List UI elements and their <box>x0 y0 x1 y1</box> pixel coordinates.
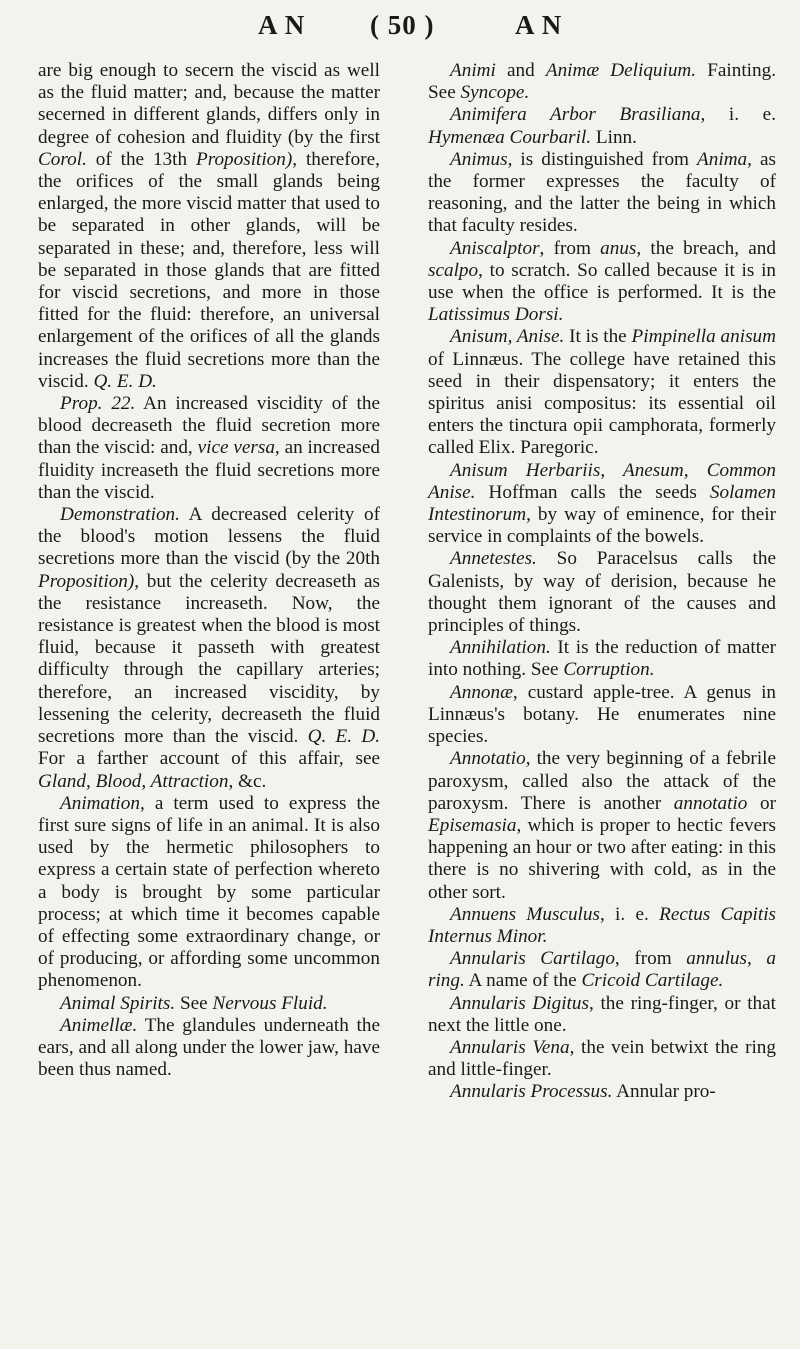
text-run: of Linnæus. The college have retained this seed in their dispensatory; it enters the spiritus anisi compositus: its essential oil enters the tinctura opii camphorata, formerly called Elix. Paregoric. <box>428 348 776 459</box>
paragraph <box>38 393 380 504</box>
italic-term: Animellæ. <box>60 1014 138 1036</box>
text-run: , which is proper to hectic fevers happening an hour or two after eating: in this there is no shivering with cold, as in the other sort. <box>428 814 776 903</box>
italic-term: Animal Spirits. <box>60 992 176 1014</box>
italic-term: Proposition) <box>195 148 293 170</box>
italic-term: Episemasia <box>428 814 517 836</box>
italic-term: Animation <box>60 792 140 814</box>
text-run: , therefore, the orifices of the small glands being enlarged, the more viscid matter that used to be separated in other glands, will be separated in these; and, therefore, less will be separated in those glands that are fitted for viscid secretions, and more in those fitted for the fluid: therefore, an universal enlargement of the orifices of all the glands increases the fluid secretions more than the viscid. <box>38 148 380 392</box>
text-run: , the vein betwixt the ring and little-finger. <box>428 1036 776 1081</box>
text-run: The glandules underneath the ears, and all along under the lower jaw, have been thus named. <box>38 1014 380 1081</box>
italic-term: Pimpinella anisum <box>631 326 776 348</box>
text-run: , i. e. <box>700 104 776 126</box>
paragraph <box>428 682 776 749</box>
italic-term: Animifera Arbor Brasiliana <box>450 104 701 126</box>
text-run: or <box>747 792 776 814</box>
italic-term: Q. E. D. <box>307 726 380 748</box>
paragraph <box>38 1015 380 1082</box>
left-text-column <box>38 60 380 1081</box>
text-run: It is the <box>564 326 632 348</box>
text-run: For a farther account of this affair, see <box>38 748 380 770</box>
italic-term: Annonæ <box>450 681 513 703</box>
paragraph <box>428 238 776 327</box>
italic-term: Annuens Musculus <box>450 903 600 925</box>
text-run: See <box>175 992 213 1014</box>
italic-term: Proposition) <box>38 570 135 592</box>
paragraph <box>428 993 776 1037</box>
paragraph <box>428 548 776 637</box>
italic-term: Annularis Vena <box>450 1036 570 1058</box>
italic-term: annotatio <box>673 792 748 814</box>
text-run: , &c. <box>228 770 267 792</box>
italic-term: Annularis Processus. <box>450 1081 613 1103</box>
italic-term: Anima <box>697 148 748 170</box>
text-run: So Paracelsus calls the Galenists, by way of derision, because he thought them ignorant of the causes and principles of things. <box>428 548 776 637</box>
paragraph <box>428 460 776 549</box>
italic-term: Solamen Intestinorum <box>428 481 776 526</box>
text-run: , i. e. <box>599 903 660 925</box>
text-run: , is distinguished from <box>507 148 698 170</box>
text-run: , as the former expresses the faculty of reasoning, and the latter the being in which that faculty resides. <box>428 148 776 237</box>
text-run: , the breach, and <box>636 237 776 259</box>
italic-term: Q. E. D. <box>93 370 157 392</box>
italic-term: Hymenæa Courbaril. <box>428 126 592 148</box>
text-run: , from <box>539 237 601 259</box>
page-number: ( 50 ) <box>370 10 435 40</box>
text-run: , the very beginning of a febrile paroxysm, called also the attack of the paroxysm. There is another <box>428 748 776 814</box>
paragraph <box>428 748 776 903</box>
running-head-left: A N <box>258 10 306 40</box>
italic-term: Cricoid Cartilage. <box>581 970 724 992</box>
text-run: and <box>495 60 546 81</box>
italic-term: anus <box>600 237 637 259</box>
paragraph <box>428 904 776 948</box>
paragraph <box>428 104 776 148</box>
italic-term: Corruption. <box>563 659 655 681</box>
italic-term: Nervous Fluid. <box>212 992 328 1014</box>
text-run: Hoffman calls the seeds <box>475 481 710 503</box>
text-run: are big enough to secern the viscid as well as the fluid matter; and, because the matter secerned in different glands, differs only in degree of cohesion and fluidity (by the first <box>38 60 380 148</box>
paragraph <box>428 948 776 992</box>
italic-term: annulus, a ring. <box>428 948 776 992</box>
right-text-column <box>428 60 776 1104</box>
italic-term: Annularis Cartilago <box>450 948 615 970</box>
italic-term: Anisum, Anise. <box>450 326 565 348</box>
paragraph <box>428 1037 776 1081</box>
italic-term: Annihilation. <box>450 637 551 659</box>
text-run: , a term used to express the first sure signs of life in an animal. It is also used by the hermetic philosophers to express a certain state of perfection whereto a body is brought by some particular process; at which time it becomes capable of effecting some extraordinary change, or of producing, or affording some uncommon phenomenon. <box>38 792 380 992</box>
italic-term: Prop. 22. <box>60 393 136 415</box>
italic-term: Corol. <box>38 148 87 170</box>
text-run: , the ring-finger, or that next the little one. <box>428 992 776 1036</box>
text-run: Annular pro- <box>612 1081 716 1103</box>
paragraph <box>428 149 776 238</box>
paragraph <box>38 993 380 1015</box>
italic-term: Annotatio <box>450 748 526 770</box>
text-run: , to scratch. So called because it is in use when the office is performed. It is the <box>428 259 776 304</box>
text-run: , but the celerity decreaseth as the resistance increaseth. Now, the resistance is greatest when the blood is most fluid, because it passeth with greatest difficulty through the capillary arteries; therefore, an increased viscidity, by lessening the celerity, decreaseth the fluid secretions more than the viscid. <box>38 570 380 748</box>
paragraph <box>38 793 380 993</box>
italic-term: vice versa <box>197 437 275 459</box>
text-run: of the 13th <box>86 148 196 170</box>
page-header <box>0 10 800 50</box>
italic-term: Syncope. <box>460 82 530 104</box>
italic-term: Animæ Deliquium. <box>545 60 697 81</box>
paragraph <box>428 637 776 681</box>
paragraph <box>428 326 776 459</box>
text-run: It is the reduction of matter into nothing. See <box>428 637 776 681</box>
paragraph <box>38 60 380 393</box>
italic-term: Aniscalptor <box>450 237 540 259</box>
paragraph <box>428 1081 776 1103</box>
running-head-right: A N <box>515 10 563 40</box>
text-run: , by way of eminence, for their service in complaints of the bowels. <box>428 504 776 548</box>
italic-term: scalpo <box>428 259 479 281</box>
italic-term: Annetestes. <box>450 548 537 570</box>
italic-term: Rectus Capitis Internus Minor. <box>428 903 777 947</box>
italic-term: Gland, Blood, Attraction <box>38 770 229 792</box>
text-run: , from <box>614 948 687 970</box>
text-run: A name of the <box>464 970 582 992</box>
text-run: Linn. <box>591 126 637 148</box>
text-run: , an increased fluidity increaseth the fluid secretions more than the viscid. <box>38 437 380 503</box>
text-run: Fainting. See <box>428 60 776 104</box>
italic-term: Animus <box>450 148 508 170</box>
italic-term: Anisum Herbariis, Anesum, Common Anise. <box>428 459 776 503</box>
text-run: An increased viscidity of the blood decreaseth the fluid secretion more than the viscid: and, <box>38 393 380 459</box>
italic-term: Animi <box>450 60 496 81</box>
text-run: , custard apple-tree. A genus in Linnæus's botany. He enumerates nine species. <box>428 681 776 748</box>
italic-term: Latissimus Dorsi. <box>428 304 564 326</box>
text-run: A decreased celerity of the blood's motion lessens the fluid secretions more than the viscid (by the 20th <box>38 504 380 570</box>
italic-term: Demonstration. <box>60 504 180 526</box>
paragraph <box>38 504 380 793</box>
paragraph <box>428 60 776 104</box>
italic-term: Annularis Digitus <box>450 992 589 1014</box>
